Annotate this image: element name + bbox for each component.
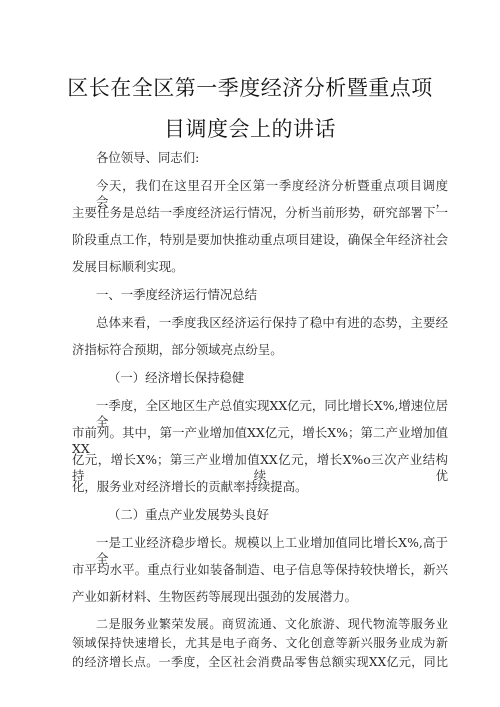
overview-line-2: 济指标符合预期，部分领域亮点纷呈。 [72,342,283,357]
intro-line-3: 阶段重点工作，特别是要加快推动重点项目建设，确保全年经济社会 [72,232,448,247]
document-title-line-2: 目调度会上的讲话 [164,117,336,141]
sub1-line-2: 市前列。其中，第一产业增加值XX亿元，增长X%；第二产业增加值XX [72,425,448,456]
sub2-para2-line-3: 的经济增长点。一季度，全区社会消费品零售总额实现XX亿元，同比 [72,655,448,669]
subsection-2-heading: （二）重点产业发展势头良好 [108,507,270,522]
sub1-line-1: 一季度，全区地区生产总值实现XX亿元，同比增长X%,增速位居全 [96,398,448,429]
intro-line-2: 主要任务是总结一季度经济运行情况，分析当前形势，研究部署下一 [72,205,448,220]
sub2-para1-line-3: 产业如新材料、生物医药等展现出强劲的发展潜力。 [72,589,357,604]
section-1-heading: 一、一季度经济运行情况总结 [96,287,258,302]
intro-line-4: 发展目标顺利实现。 [72,259,184,274]
sub1-line-3: 亿元，增长X%；第三产业增加值XX亿元，增长X%o三次产业结构持续优 [72,452,448,483]
sub2-para2-line-1: 二是服务业繁荣发展。商贸流通、文化旅游、现代物流等服务业 [96,617,448,631]
subsection-1-heading: （一）经济增长保持稳健 [108,370,245,385]
intro-line-1: 今天，我们在这里召开全区第一季度经济分析暨重点项目调度会， [96,178,448,209]
document-title-line-1: 区长在全区第一季度经济分析暨重点项 [67,76,433,100]
salutation: 各位领导、同志们: [96,150,200,165]
sub2-para1-line-2: 市平均水平。重点行业如装备制造、电子信息等保持较快增长，新兴 [72,562,448,577]
sub2-para2-line-2: 领域保持快速增长，尤其是电子商务、文化创意等新兴服务业成为新 [72,636,448,650]
overview-line-1: 总体来看，一季度我区经济运行保持了稳中有进的态势，主要经 [96,315,448,330]
sub2-para1-line-1: 一是工业经济稳步增长。规模以上工业增加值同比增长X%,高于全 [96,535,448,566]
sub1-line-4: 化，服务业对经济增长的贡献率持续提高。 [72,479,308,494]
